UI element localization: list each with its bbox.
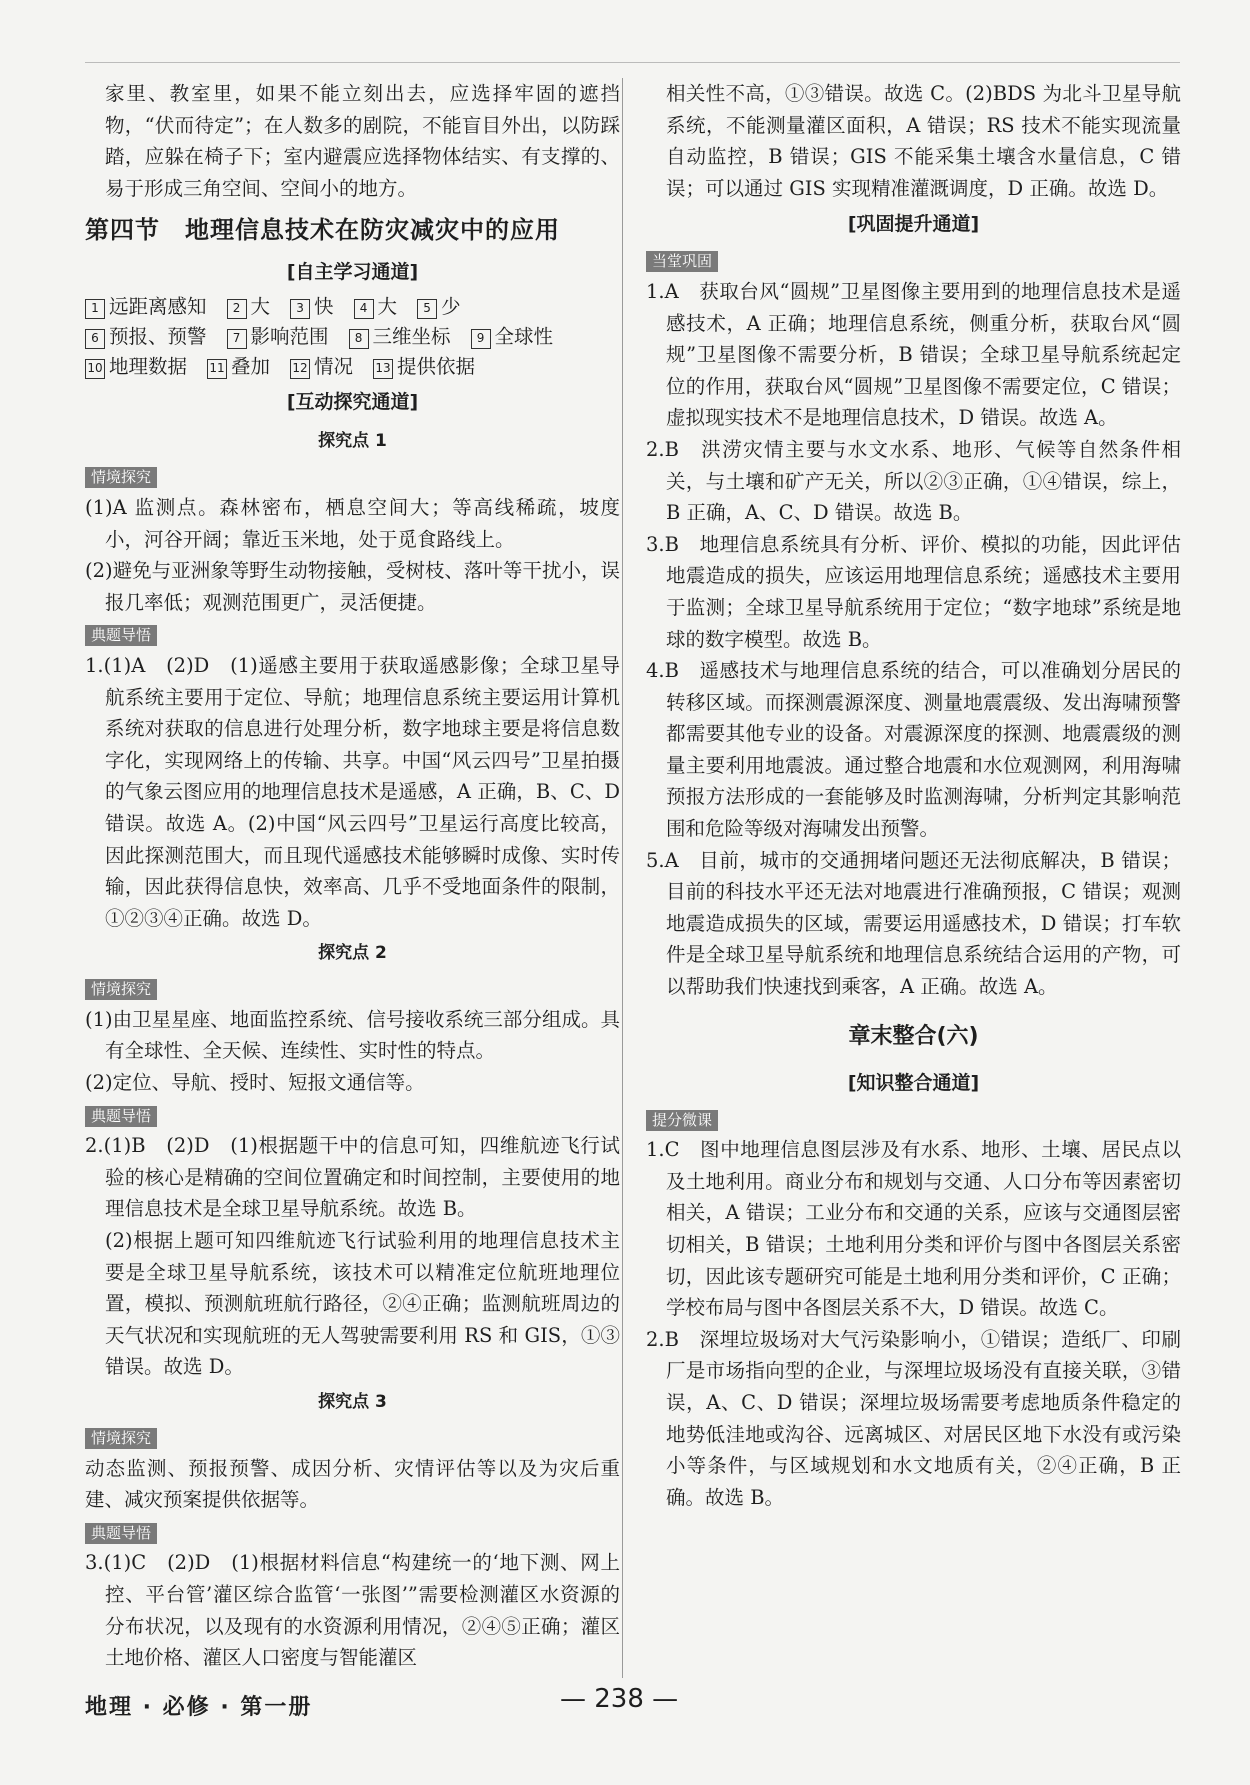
answer-text: 全球性 bbox=[494, 325, 554, 349]
answer-number: 12 bbox=[290, 359, 310, 379]
answer-text: 地理数据 bbox=[109, 355, 188, 379]
answer-text: 快 bbox=[314, 295, 334, 319]
answer-text: 叠加 bbox=[231, 355, 271, 379]
answer-number: 10 bbox=[85, 359, 105, 379]
answer-text: 少 bbox=[441, 295, 461, 319]
scene-answer: (1)A 监测点。森林密布，栖息空间大；等高线稀疏，坡度小，河谷开阔；靠近玉米地，处于觅食路线上。 bbox=[85, 495, 620, 551]
answer-key-list bbox=[85, 292, 620, 382]
answer-key-item bbox=[290, 292, 334, 322]
practice-answer: 3.B 地理信息系统具有分析、评价、模拟的功能，因此评估地震造成的损失，应该运用地理信息系统；遥感技术主要用于监测；全球卫星导航系统用于定位；“数字地球”系统是地球的数字模型。故选 B。 bbox=[646, 532, 1181, 651]
answer-number: 7 bbox=[227, 329, 247, 349]
answer-key-item bbox=[227, 292, 271, 322]
example-tag: 典题导悟 bbox=[85, 1523, 157, 1544]
example-tag: 典题导悟 bbox=[85, 625, 157, 646]
intro-paragraph: 家里、教室里，如果不能立刻出去，应选择牢固的遮挡物，“伏而待定”；在人数多的剧院，不能盲目外出，以防踩踏，应躲在椅子下；室内避震应选择物体结实、有支撑的、易于形成三角空间、空间小的地方。 bbox=[105, 82, 620, 200]
practice-answer: 5.A 目前，城市的交通拥堵问题还无法彻底解决，B 错误；目前的科技水平还无法对地震进行准确预报，C 错误；观测地震造成损失的区域，需要运用遥感技术，D 错误；打车软件是全球卫星导航系统和地理信息系统结合运用的产物，可以帮助我们快速找到乘客，A 正确。故选 A。 bbox=[646, 848, 1181, 999]
answer-number: 11 bbox=[207, 359, 227, 379]
answer-key-item bbox=[373, 352, 475, 382]
answer-key-item bbox=[354, 292, 398, 322]
right-column bbox=[646, 78, 1181, 1513]
left-column bbox=[85, 78, 620, 1674]
answer-key-item bbox=[471, 322, 554, 352]
answer-key-item bbox=[227, 322, 329, 352]
footer-subject: 地理 · 必修 · 第一册 bbox=[85, 1695, 313, 1720]
answer-key-item bbox=[85, 322, 207, 352]
answer-number: 2 bbox=[227, 299, 247, 319]
answer-text: 影响范围 bbox=[250, 325, 329, 349]
answer-number: 6 bbox=[85, 329, 105, 349]
example-answer: 3.(1)C (2)D (1)根据材料信息“构建统一的‘地下测、网上控、平台管’灌区综合监管‘一张图’”需要检测灌区水资源的分布状况，以及现有的水资源利用情况，②④⑤正确；灌区土地价格、灌区人口密度与智能灌区 bbox=[85, 1551, 620, 1670]
point-2-title: 探究点 2 bbox=[318, 943, 387, 964]
answer-number: 1 bbox=[85, 299, 105, 319]
answer-number: 5 bbox=[417, 299, 437, 319]
example-answer-continued: (2)根据上题可知四维航迹飞行试验利用的地理信息技术主要是全球卫星导航系统，该技术可以精准定位航班地理位置，模拟、预测航班航行路径，②④正确；监测航班周边的天气状况和实现航班的无人驾驶需要利用 RS 和 GIS，①③错误。故选 D。 bbox=[105, 1229, 620, 1379]
answer-number: 9 bbox=[471, 329, 491, 349]
interactive-heading: [互动探究通道] bbox=[286, 391, 419, 414]
example-answer: 2.(1)B (2)D (1)根据题干中的信息可知，四维航迹飞行试验的核心是精确的空间位置确定和时间控制，主要使用的地理信息技术是全球卫星导航系统。故选 B。 bbox=[85, 1134, 620, 1221]
page-number: — 238 — bbox=[560, 1684, 679, 1714]
self-study-heading: [自主学习通道] bbox=[286, 261, 419, 284]
practice-answer: 4.B 遥感技术与地理信息系统的结合，可以准确划分居民的转移区域。而探测震源深度、测量地震震级、发出海啸预警都需要其他专业的设备。对震源深度的探测、地震震级的测量主要利用地震波。通过整合地震和水位观测网，利用海啸预报方法形成的一套能够及时监测海啸，分析判定其影响范围和危险等级对海啸发出预警。 bbox=[646, 659, 1181, 841]
section-title: 第四节 地理信息技术在防灾减灾中的应用 bbox=[85, 216, 560, 245]
micro-lesson-tag: 提分微课 bbox=[646, 1110, 718, 1131]
answer-key-item bbox=[417, 292, 461, 322]
scene-answer: (2)避免与亚洲象等野生动物接触，受树枝、落叶等干扰小，误报几率低；观测范围更广，灵活便捷。 bbox=[85, 559, 620, 614]
point-3-title: 探究点 3 bbox=[318, 1392, 387, 1412]
answer-key-item bbox=[85, 292, 207, 322]
answer-text: 预报、预警 bbox=[109, 325, 207, 349]
answer-number: 3 bbox=[290, 299, 310, 319]
answer-key-item bbox=[85, 352, 187, 382]
micro-answer: 1.C 图中地理信息图层涉及有水系、地形、土壤、居民点以及土地利用。商业分布和规划与交通、人口分布等因素密切相关，A 错误；工业分布和交通的关系，应该与交通图层密切相关，B 错误；土地利用分类和评价与图中各图层关系密切，因此该专题研究可能是土地利用分类和评价，C 正确；学校布局与图中各图层关系不大，D 错误。故选 C。 bbox=[646, 1138, 1181, 1320]
column-divider bbox=[622, 78, 623, 1678]
answer-text: 远距离感知 bbox=[109, 295, 207, 319]
answer-key-item bbox=[349, 322, 451, 352]
practice-answer: 2.B 洪涝灾情主要与水文水系、地形、气候等自然条件相关，与土壤和矿产无关，所以②③正确，①④错误，综上，B 正确，A、C、D 错误。故选 B。 bbox=[646, 437, 1181, 525]
knowledge-heading: [知识整合通道] bbox=[847, 1071, 980, 1094]
answer-text: 大 bbox=[377, 295, 398, 319]
chapter-title: 章末整合(六) bbox=[848, 1023, 979, 1049]
example-tag: 典题导悟 bbox=[85, 1106, 157, 1127]
answer-key-item bbox=[290, 352, 353, 382]
answer-number: 8 bbox=[349, 329, 369, 349]
answer-text: 三维坐标 bbox=[372, 325, 451, 349]
consolidate-heading: [巩固提升通道] bbox=[847, 213, 980, 236]
scene-answer: 动态监测、预报预警、成因分析、灾情评估等以及为灾后重建、减灾预案提供依据等。 bbox=[85, 1456, 620, 1512]
answer-number: 13 bbox=[373, 359, 393, 379]
scene-tag: 情境探究 bbox=[85, 467, 157, 488]
continued-answer: 相关性不高，①③错误。故选 C。(2)BDS 为北斗卫星导航系统，不能测量灌区面积，A 错误；RS 技术不能实现流量自动监控，B 错误；GIS 不能采集土壤含水量信息，C 错误；可以通过 GIS 实现精准灌溉调度，D 正确。故选 D。 bbox=[666, 82, 1181, 200]
answer-text: 大 bbox=[250, 295, 271, 319]
point-1-title: 探究点 1 bbox=[318, 431, 387, 452]
scene-tag: 情境探究 bbox=[85, 979, 157, 1000]
scene-tag: 情境探究 bbox=[85, 1428, 157, 1449]
scene-answer: (1)由卫星星座、地面监控系统、信号接收系统三部分组成。具有全球性、全天候、连续性、实时性的特点。 bbox=[85, 1007, 620, 1063]
example-answer: 1.(1)A (2)D (1)遥感主要用于获取遥感影像；全球卫星导航系统主要用于定位、导航；地理信息系统主要运用计算机系统对获取的信息进行处理分析，数字地球主要是将信息数字化，实现网络上的传输、共享。中国“风云四号”卫星拍摄的气象云图应用的地理信息技术是遥感，A 正确，B、C、D 错误。故选 A。(2)中国“风云四号”卫星运行高度比较高，因此探测范围大，而且现代遥感技术能够瞬时成像、实时传输，因此获得信息快，效率高、几乎不受地面条件的限制，①②③④正确。故选 D。 bbox=[85, 653, 620, 930]
class-practice-tag: 当堂巩固 bbox=[646, 251, 718, 272]
micro-answer: 2.B 深埋垃圾场对大气污染影响小，①错误；造纸厂、印刷厂是市场指向型的企业，与深埋垃圾场没有直接关联，③错误，A、C、D 错误；深埋垃圾场需要考虑地质条件稳定的地势低洼地或沟谷、远离城区、对居民区地下水没有或污染小等条件，与区域规划和水文地质有关，②④正确，B 正确。故选 B。 bbox=[646, 1327, 1181, 1509]
answer-key-item bbox=[207, 352, 270, 382]
top-rule bbox=[85, 62, 1180, 63]
answer-number: 4 bbox=[354, 299, 374, 319]
scene-answer: (2)定位、导航、授时、短报文通信等。 bbox=[85, 1071, 425, 1095]
answer-text: 提供依据 bbox=[397, 355, 476, 379]
answer-text: 情况 bbox=[314, 355, 354, 379]
practice-answer: 1.A 获取台风“圆规”卫星图像主要用到的地理信息技术是遥感技术，A 正确；地理信息系统，侧重分析，获取台风“圆规”卫星图像不需要分析，B 错误；全球卫星导航系统起定位的作用，获取台风“圆规”卫星图像不需要定位，C 错误；虚拟现实技术不是地理信息技术，D 错误。故选 A。 bbox=[646, 279, 1181, 430]
